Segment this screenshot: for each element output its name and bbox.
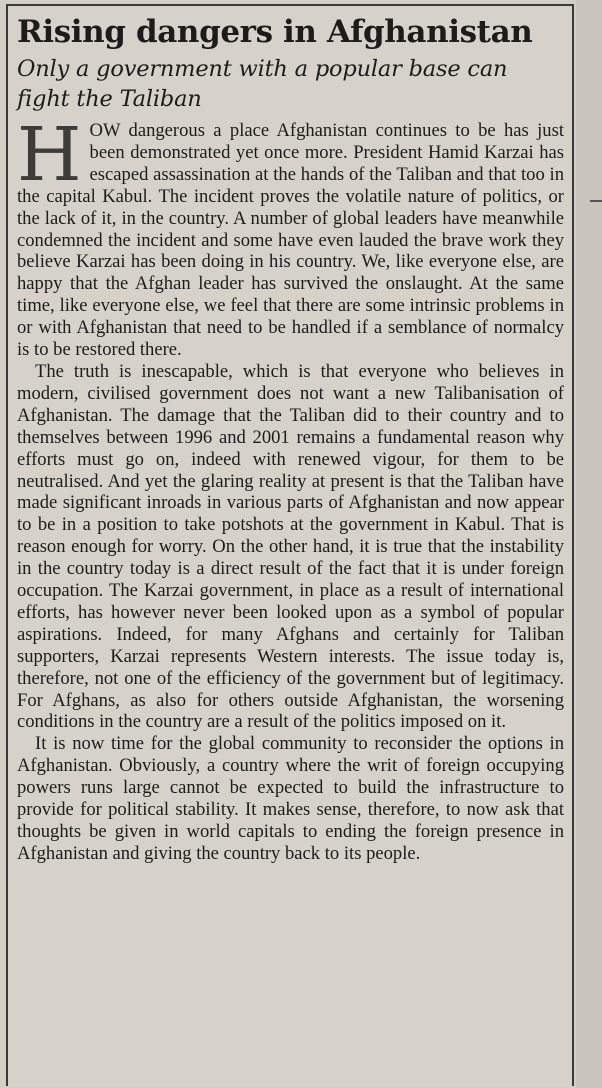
adjacent-column-edge xyxy=(576,0,602,1088)
article-body xyxy=(17,112,564,865)
paragraph-2: The truth is inescapable, which is that everyone who believes in modern, civilised government does not want a new Talibanisation of Afghanistan. The damage that the Taliban did to their country and to themselves between 1996 and 2001 remains a fundamental reason why efforts must go on, indeed with renewed vigour, for them to be neutralised. And yet the glaring reality at present is that the Taliban have made significant inroads in various parts of Afghanistan and now appear to be in a position to take potshots at the government in Kabul. That is reason enough for worry. On the other hand, it is true that the instability in the country today is a direct result of the fact that it is under foreign occupation. The Karzai government, in place as a result of international efforts, has however never been looked upon as a symbol of popular aspirations. Indeed, for many Afghans and certainly for Taliban supporters, Karzai represents Western interests. The issue today is, therefore, not one of the efficiency of the government but of legitimacy. For Afghans, as also for others outside Afghanistan, the worsening conditions in the country are a result of the politics imposed on it. xyxy=(17,360,564,733)
paragraph-1 xyxy=(17,112,564,361)
editorial-article xyxy=(6,4,574,1086)
headline: Rising dangers in Afghanistan xyxy=(17,14,533,50)
paragraph-3: It is now time for the global community to reconsider the options in Afghanistan. Obviously, a country where the writ of foreign occupying powers runs large cannot be expected to build the infrastructure to provide for political stability. It makes sense, therefore, to now ask that thoughts be given in world capitals to ending the foreign presence in Afghanistan and giving the country back to its people. xyxy=(17,733,564,864)
paragraph-1-text: OW dangerous a place Afghanistan continues to be has just been demonstrated yet once more. President Hamid Karzai has escaped assassination at the hands of the Taliban and that too in the capital Kabul. The incident proves the volatile nature of politics, or the lack of it, in the country. A number of global leaders have meanwhile condemned the incident and some have even lauded the brave work they believe Karzai has been doing in his country. We, like everyone else, are happy that the Afghan leader has survived the onslaught. At the same time, like everyone else, we feel that there are some intrinsic problems in or with Afghanistan that need to be handled if a semblance of normalcy is to be restored there. xyxy=(17,120,564,361)
adjacent-column-rule xyxy=(590,200,602,202)
drop-cap: H xyxy=(17,112,82,198)
subheadline: Only a government with a popular base can fight the Taliban xyxy=(17,56,508,112)
